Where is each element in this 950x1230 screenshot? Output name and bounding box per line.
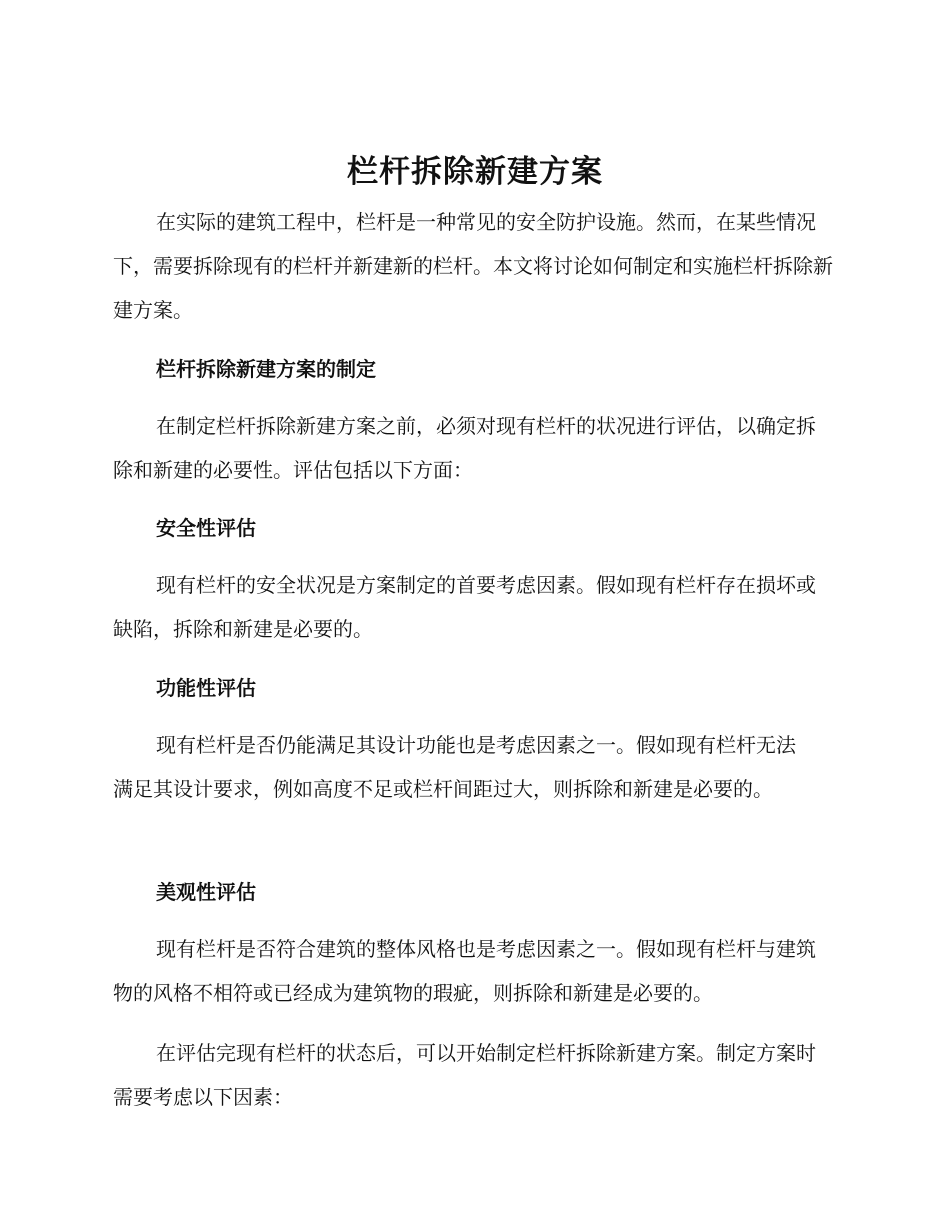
aesthetic-heading: 美观性评估	[156, 880, 256, 904]
safety-heading: 安全性评估	[156, 516, 256, 540]
function-paragraph: 现有栏杆是否仍能满足其设计功能也是考虑因素之一。假如现有栏杆无法满足其设计要求，例如高度不足或栏杆间距过大，则拆除和新建是必要的。	[113, 733, 796, 801]
intro-paragraph: 在实际的建筑工程中，栏杆是一种常见的安全防护设施。然而，在某些情况下，需要拆除现有的栏杆并新建新的栏杆。本文将讨论如何制定和实施栏杆拆除新建方案。	[113, 210, 833, 322]
section-paragraph: 在制定栏杆拆除新建方案之前，必须对现有栏杆的状况进行评估，以确定拆除和新建的必要性。评估包括以下方面：	[113, 414, 816, 482]
aesthetic-paragraph: 现有栏杆是否符合建筑的整体风格也是考虑因素之一。假如现有栏杆与建筑物的风格不相符或已经成为建筑物的瑕疵，则拆除和新建是必要的。	[113, 937, 816, 1005]
closing-paragraph: 在评估完现有栏杆的状态后，可以开始制定栏杆拆除新建方案。制定方案时需要考虑以下因素：	[113, 1041, 816, 1109]
page-title: 栏杆拆除新建方案	[347, 154, 603, 190]
safety-paragraph: 现有栏杆的安全状况是方案制定的首要考虑因素。假如现有栏杆存在损坏或缺陷，拆除和新建是必要的。	[113, 573, 816, 641]
section-heading: 栏杆拆除新建方案的制定	[156, 357, 376, 381]
function-heading: 功能性评估	[156, 676, 256, 700]
